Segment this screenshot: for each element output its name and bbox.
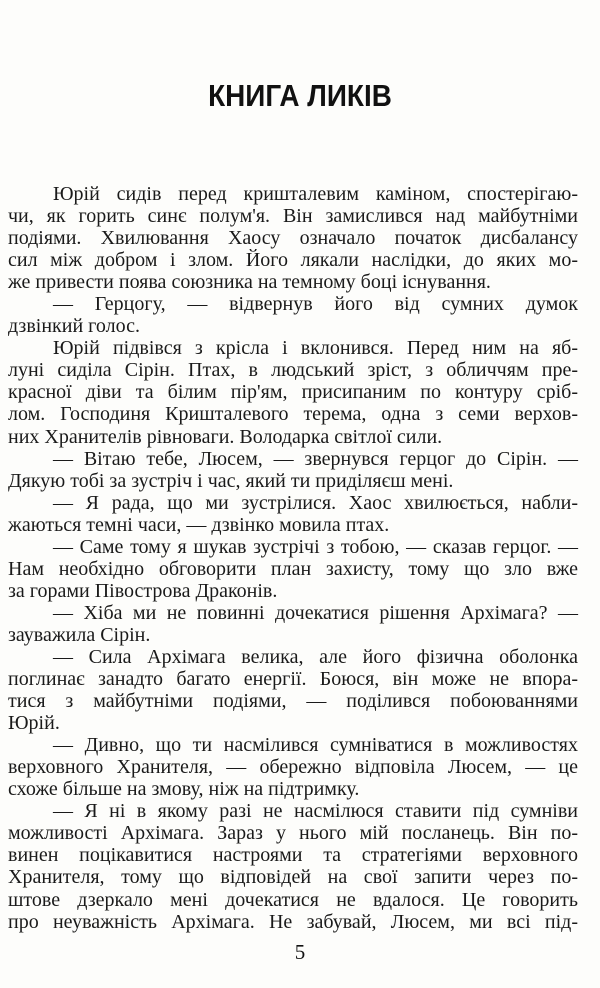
text-line: за горами Півострова Драконів. — [8, 579, 278, 602]
text-line: чи, як горить синє полум'я. Він замислився над майбутніми — [8, 205, 578, 228]
text-line: — Сила Архімага велика, але його фізична оболонка — [53, 645, 578, 668]
text-line: тися з майбутніми подіями, — поділився побоюваннями — [8, 690, 578, 713]
chapter-title: КНИГА ЛИКІВ — [208, 78, 392, 113]
text-line: зауважила Сірін. — [8, 623, 151, 646]
body-text — [8, 183, 578, 933]
text-line: можливості Архімага. Зараз у нього мій посланець. Він по- — [8, 822, 578, 845]
text-line: красної діви та білим пір'ям, присипаним по контуру сріб- — [8, 381, 578, 404]
paragraph — [8, 536, 578, 602]
text-line: же привести поява союзника на темному боці існування. — [8, 271, 491, 294]
text-line: луні сиділа Сірін. Птах, в людський зріст, з обличчям пре- — [8, 359, 578, 382]
text-line: — Я ні в якому разі не насмілюся ставити під сумніви — [53, 800, 578, 823]
paragraph — [8, 293, 578, 337]
page-number: 5 — [294, 940, 306, 964]
paragraph — [8, 800, 578, 932]
text-line: — Хіба ми не повинні дочекатися рішення Архімага? — — [53, 601, 578, 624]
text-line: — Саме тому я шукав зустрічі з тобою, — сказав герцог. — — [53, 535, 578, 558]
text-line: верховного Хранителя, — обережно відповіла Люсем, — це — [8, 756, 578, 779]
paragraph — [8, 448, 578, 492]
text-line: Юрій підвівся з крісла і вклонився. Перед ним на яб- — [53, 337, 578, 360]
paragraph — [8, 492, 578, 536]
text-line: про неуважність Архімага. Не забувай, Люсем, ми всі під- — [8, 910, 578, 933]
text-line: жаються темні часи, — дзвінко мовила птах. — [8, 513, 390, 536]
text-line: подіями. Хвилювання Хаосу означало початок дисбалансу — [8, 227, 578, 250]
text-line: дзвінкий голос. — [8, 315, 140, 338]
text-line: — Вітаю тебе, Люсем, — звернувся герцог до Сірін. — — [53, 447, 578, 470]
text-line: схоже більше на змову, ніж на підтримку. — [8, 778, 360, 801]
text-line: — Герцогу, — відвернув його від сумних думок — [53, 293, 578, 316]
paragraph — [8, 646, 578, 734]
text-line: Хранителя, тому що відповідей на свої запити через по- — [8, 866, 578, 889]
text-line: Дякую тобі за зустріч і час, який ти приділяєш мені. — [8, 469, 454, 492]
paragraph — [8, 183, 578, 293]
paragraph — [8, 602, 578, 646]
text-line: — Я рада, що ми зустрілися. Хаос хвилюється, набли- — [53, 491, 578, 514]
text-line: Юрій. — [8, 712, 60, 735]
text-line: штове дзеркало мені дочекатися не вдалося. Це говорить — [8, 888, 578, 911]
text-line: Нам необхідно обговорити план захисту, тому що зло вже — [8, 557, 578, 580]
text-line: Юрій сидів перед кришталевим каміном, спостерігаю- — [53, 183, 578, 205]
text-line: них Хранителів рівноваги. Володарка світлої сили. — [8, 425, 443, 448]
text-line: сил між добром і злом. Його лякали наслідки, до яких мо- — [8, 249, 578, 272]
text-line: — Дивно, що ти насмілився сумніватися в можливостях — [53, 734, 578, 757]
text-line: поглинає занадто багато енергії. Боюся, він може не впора- — [8, 668, 578, 691]
text-line: винен поцікавитися настроями та стратегіями верховного — [8, 844, 578, 867]
text-line: лом. Господиня Кришталевого терема, одна з семи верхов- — [8, 403, 578, 426]
paragraph — [8, 337, 578, 447]
paragraph — [8, 734, 578, 800]
